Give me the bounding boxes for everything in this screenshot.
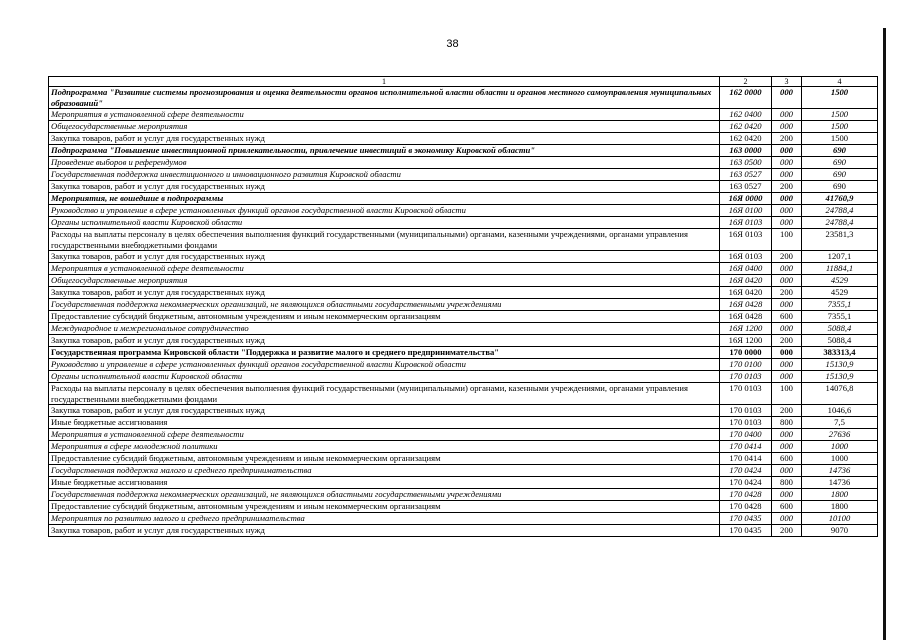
row-sum-cell: 7,5 [802,417,878,429]
row-code-cell: 170 0428 [720,489,772,501]
row-name-cell: Расходы на выплаты персоналу в целях обеспечения выполнения функций государственными (муниципальными) органами, казенными учреждениями, органами управления государственными внебюджетными фондами [49,383,720,405]
row-kind-cell: 000 [772,145,802,157]
row-sum-cell: 14076,8 [802,383,878,405]
row-kind-cell: 000 [772,109,802,121]
row-name-cell: Расходы на выплаты персоналу в целях обеспечения выполнения функций государственными (муниципальными) органами, казенными учреждениями, органами управления государственными внебюджетными фондами [49,229,720,251]
row-sum-cell: 15130,9 [802,359,878,371]
row-name-cell: Мероприятия в установленной сфере деятельности [49,429,720,441]
row-name-cell: Предоставление субсидий бюджетным, автономным учреждениям и иным некоммерческим организациям [49,501,720,513]
header-cell-sum: 4 [802,77,878,87]
row-kind-cell: 000 [772,429,802,441]
row-code-cell: 16Я 0103 [720,217,772,229]
page-number: 38 [446,38,459,50]
table-row [49,133,878,145]
row-code-cell: 16Я 0400 [720,263,772,275]
row-code-cell: 170 0435 [720,513,772,525]
row-code-cell: 16Я 0420 [720,287,772,299]
row-name-cell: Предоставление субсидий бюджетным, автономным учреждениям и иным некоммерческим организациям [49,311,720,323]
row-sum-cell: 4529 [802,275,878,287]
table-row [49,335,878,347]
row-name-cell: Общегосударственные мероприятия [49,275,720,287]
budget-table-body [49,77,878,537]
row-kind-cell: 200 [772,335,802,347]
row-kind-cell: 000 [772,465,802,477]
table-row [49,217,878,229]
table-row [49,229,878,251]
row-sum-cell: 14736 [802,477,878,489]
row-code-cell: 16Я 0103 [720,229,772,251]
row-name-cell: Иные бюджетные ассигнования [49,417,720,429]
row-kind-cell: 200 [772,287,802,299]
header-row [49,77,878,87]
row-name-cell: Проведение выборов и референдумов [49,157,720,169]
row-kind-cell: 100 [772,229,802,251]
row-sum-cell: 14736 [802,465,878,477]
table-row [49,525,878,537]
row-code-cell: 16Я 0100 [720,205,772,217]
table-row [49,311,878,323]
row-kind-cell: 000 [772,193,802,205]
row-kind-cell: 200 [772,181,802,193]
row-code-cell: 162 0420 [720,121,772,133]
row-sum-cell: 27636 [802,429,878,441]
row-name-cell: Мероприятия в установленной сфере деятельности [49,109,720,121]
row-kind-cell: 000 [772,169,802,181]
row-kind-cell: 800 [772,477,802,489]
row-kind-cell: 000 [772,217,802,229]
row-name-cell: Мероприятия по развитию малого и среднего предпринимательства [49,513,720,525]
row-sum-cell: 5088,4 [802,323,878,335]
row-code-cell: 170 0400 [720,429,772,441]
scan-edge-line [883,28,886,640]
table-row [49,275,878,287]
row-kind-cell: 600 [772,453,802,465]
row-name-cell: Органы исполнительной власти Кировской области [49,217,720,229]
row-code-cell: 170 0100 [720,359,772,371]
row-kind-cell: 200 [772,251,802,263]
row-name-cell: Государственная программа Кировской области "Поддержка и развитие малого и среднего предпринимательства" [49,347,720,359]
row-kind-cell: 000 [772,275,802,287]
table-row [49,121,878,133]
row-name-cell: Закупка товаров, работ и услуг для государственных нужд [49,133,720,145]
row-name-cell: Подпрограмма "Развитие системы прогнозирования и оценка деятельности органов исполнительной власти области и органов местного самоуправления муниципальных образований" [49,87,720,109]
row-sum-cell: 690 [802,157,878,169]
row-sum-cell: 5088,4 [802,335,878,347]
row-code-cell: 16Я 1200 [720,335,772,347]
row-kind-cell: 000 [772,87,802,109]
table-row [49,287,878,299]
header-cell-name: 1 [49,77,720,87]
row-sum-cell: 1800 [802,501,878,513]
row-name-cell: Органы исполнительной власти Кировской области [49,371,720,383]
row-kind-cell: 000 [772,489,802,501]
row-name-cell: Мероприятия, не вошедшие в подпрограммы [49,193,720,205]
row-code-cell: 170 0103 [720,383,772,405]
row-code-cell: 170 0000 [720,347,772,359]
row-sum-cell: 1000 [802,441,878,453]
row-kind-cell: 000 [772,347,802,359]
table-row [49,169,878,181]
row-kind-cell: 000 [772,323,802,335]
table-row [49,263,878,275]
table-row [49,87,878,109]
row-code-cell: 163 0500 [720,157,772,169]
row-code-cell: 170 0414 [720,453,772,465]
budget-table [48,76,878,537]
row-kind-cell: 200 [772,525,802,537]
row-kind-cell: 200 [772,405,802,417]
row-kind-cell: 000 [772,299,802,311]
table-row [49,323,878,335]
table-row [49,417,878,429]
row-name-cell: Государственная поддержка малого и среднего предпринимательства [49,465,720,477]
row-name-cell: Мероприятия в сфере молодежной политики [49,441,720,453]
row-name-cell: Закупка товаров, работ и услуг для государственных нужд [49,335,720,347]
row-kind-cell: 600 [772,501,802,513]
row-sum-cell: 1046,6 [802,405,878,417]
row-kind-cell: 000 [772,371,802,383]
row-sum-cell: 1207,1 [802,251,878,263]
table-row [49,109,878,121]
row-name-cell: Международное и межрегиональное сотрудничество [49,323,720,335]
row-name-cell: Закупка товаров, работ и услуг для государственных нужд [49,181,720,193]
row-sum-cell: 24788,4 [802,205,878,217]
row-sum-cell: 11884,1 [802,263,878,275]
table-row [49,251,878,263]
table-row [49,513,878,525]
table-row [49,453,878,465]
row-code-cell: 16Я 1200 [720,323,772,335]
table-row [49,157,878,169]
row-code-cell: 170 0103 [720,371,772,383]
row-name-cell: Закупка товаров, работ и услуг для государственных нужд [49,287,720,299]
row-code-cell: 170 0424 [720,465,772,477]
table-row [49,465,878,477]
row-kind-cell: 100 [772,383,802,405]
table-row [49,477,878,489]
row-code-cell: 170 0103 [720,417,772,429]
row-sum-cell: 15130,9 [802,371,878,383]
table-row [49,441,878,453]
row-kind-cell: 000 [772,263,802,275]
row-sum-cell: 1500 [802,87,878,109]
row-name-cell: Мероприятия в установленной сфере деятельности [49,263,720,275]
row-sum-cell: 10100 [802,513,878,525]
row-code-cell: 170 0428 [720,501,772,513]
row-code-cell: 162 0400 [720,109,772,121]
row-name-cell: Руководство и управление в сфере установленных функций органов государственной власти Кировской области [49,205,720,217]
row-sum-cell: 24788,4 [802,217,878,229]
row-kind-cell: 000 [772,441,802,453]
table-row [49,299,878,311]
row-name-cell: Государственная поддержка некоммерческих организаций, не являющихся областными государственными учреждениями [49,299,720,311]
row-sum-cell: 41760,9 [802,193,878,205]
row-name-cell: Общегосударственные мероприятия [49,121,720,133]
table-row [49,429,878,441]
row-sum-cell: 690 [802,169,878,181]
row-kind-cell: 200 [772,133,802,145]
row-name-cell: Предоставление субсидий бюджетным, автономным учреждениям и иным некоммерческим организациям [49,453,720,465]
row-code-cell: 163 0000 [720,145,772,157]
row-name-cell: Закупка товаров, работ и услуг для государственных нужд [49,525,720,537]
row-code-cell: 16Я 0103 [720,251,772,263]
row-kind-cell: 600 [772,311,802,323]
row-sum-cell: 1800 [802,489,878,501]
row-sum-cell: 7355,1 [802,311,878,323]
table-row [49,205,878,217]
header-cell-kind: 3 [772,77,802,87]
row-name-cell: Иные бюджетные ассигнования [49,477,720,489]
row-name-cell: Закупка товаров, работ и услуг для государственных нужд [49,251,720,263]
row-sum-cell: 690 [802,181,878,193]
row-kind-cell: 800 [772,417,802,429]
row-code-cell: 163 0527 [720,181,772,193]
row-code-cell: 170 0424 [720,477,772,489]
row-name-cell: Государственная поддержка инвестиционного и инновационного развития Кировской области [49,169,720,181]
row-code-cell: 16Я 0420 [720,275,772,287]
table-row [49,145,878,157]
table-row [49,359,878,371]
row-name-cell: Закупка товаров, работ и услуг для государственных нужд [49,405,720,417]
row-name-cell: Подпрограмма "Повышение инвестиционной привлекательности, привлечение инвестиций в экономику Кировской области" [49,145,720,157]
row-sum-cell: 1500 [802,133,878,145]
table-row [49,193,878,205]
row-sum-cell: 1500 [802,109,878,121]
row-sum-cell: 383313,4 [802,347,878,359]
row-sum-cell: 1500 [802,121,878,133]
row-name-cell: Государственная поддержка некоммерческих организаций, не являющихся областными государственными учреждениями [49,489,720,501]
row-code-cell: 162 0000 [720,87,772,109]
row-sum-cell: 7355,1 [802,299,878,311]
header-cell-code: 2 [720,77,772,87]
row-code-cell: 170 0435 [720,525,772,537]
table-row [49,347,878,359]
row-code-cell: 163 0527 [720,169,772,181]
table-row [49,501,878,513]
row-name-cell: Руководство и управление в сфере установленных функций органов государственной власти Кировской области [49,359,720,371]
row-sum-cell: 23581,3 [802,229,878,251]
table-row [49,489,878,501]
table-row [49,371,878,383]
row-code-cell: 16Я 0000 [720,193,772,205]
row-kind-cell: 000 [772,359,802,371]
row-code-cell: 16Я 0428 [720,299,772,311]
row-code-cell: 170 0414 [720,441,772,453]
row-kind-cell: 000 [772,205,802,217]
row-sum-cell: 690 [802,145,878,157]
table-row [49,405,878,417]
row-kind-cell: 000 [772,121,802,133]
row-code-cell: 170 0103 [720,405,772,417]
table-row [49,383,878,405]
row-code-cell: 162 0420 [720,133,772,145]
row-sum-cell: 1000 [802,453,878,465]
row-code-cell: 16Я 0428 [720,311,772,323]
row-kind-cell: 000 [772,513,802,525]
table-row [49,181,878,193]
row-sum-cell: 4529 [802,287,878,299]
row-sum-cell: 9070 [802,525,878,537]
row-kind-cell: 000 [772,157,802,169]
